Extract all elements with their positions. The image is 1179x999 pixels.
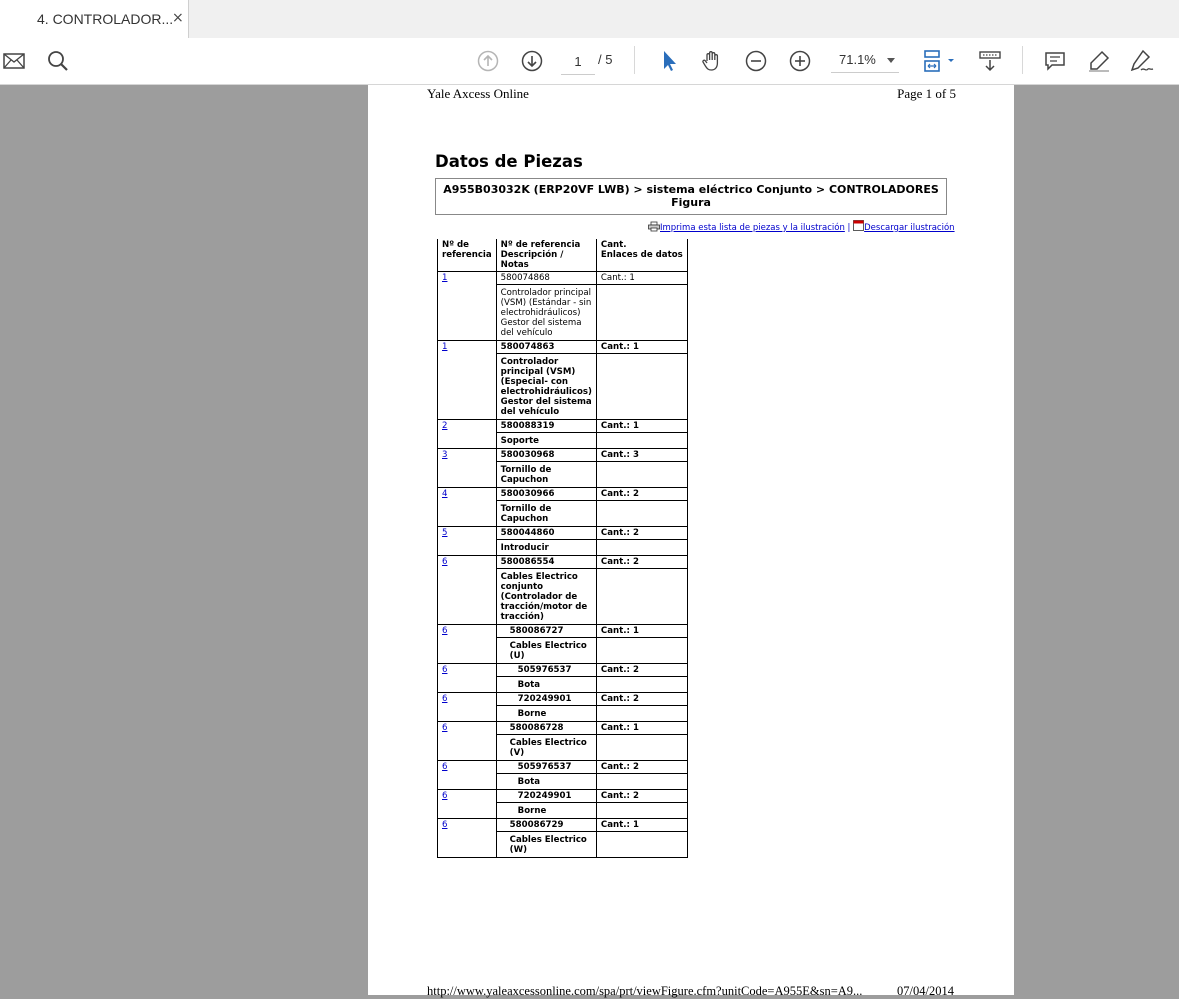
description-cell: Tornillo de Capuchon — [496, 462, 596, 488]
ref-link[interactable]: 2 — [442, 421, 448, 431]
ref-link[interactable]: 6 — [442, 723, 448, 733]
description-cell: Bota — [496, 677, 596, 693]
pdf-page — [368, 85, 1014, 998]
data-links-cell — [596, 501, 687, 527]
ref-cell — [438, 420, 497, 449]
data-links-cell — [596, 677, 687, 693]
data-links-cell — [596, 285, 687, 341]
data-links-cell — [596, 462, 687, 488]
data-links-cell — [596, 803, 687, 819]
previous-page-icon[interactable] — [476, 49, 500, 73]
part-number-cell: 580086728 — [496, 722, 596, 735]
parts-table-container — [437, 239, 683, 939]
col-header-qty: Cant. Enlaces de datos — [596, 239, 687, 272]
qty-cell: Cant.: 1 — [596, 819, 687, 832]
ref-link[interactable]: 6 — [442, 626, 448, 636]
table-row — [438, 488, 688, 501]
data-links-cell — [596, 706, 687, 722]
tab-title: 4. CONTROLADOR... — [37, 11, 174, 27]
part-number-cell: 580088319 — [496, 420, 596, 433]
toolbar-divider — [634, 46, 635, 74]
data-links-cell — [596, 569, 687, 625]
ref-link[interactable]: 6 — [442, 820, 448, 830]
table-row — [438, 556, 688, 569]
action-links — [648, 220, 955, 233]
link-separator: | — [847, 223, 851, 233]
fit-page-icon[interactable] — [922, 49, 958, 73]
qty-cell: Cant.: 2 — [596, 693, 687, 706]
part-number-cell: 720249901 — [496, 693, 596, 706]
part-number-cell: 580086729 — [496, 819, 596, 832]
table-row — [438, 722, 688, 735]
ref-link[interactable]: 1 — [442, 273, 448, 283]
ref-cell — [438, 272, 497, 341]
qty-cell: Cant.: 1 — [596, 625, 687, 638]
data-links-cell — [596, 540, 687, 556]
part-number-cell: 720249901 — [496, 790, 596, 803]
data-links-cell — [596, 774, 687, 790]
table-row — [438, 341, 688, 354]
page-total: / 5 — [598, 52, 613, 67]
data-links-cell — [596, 354, 687, 420]
part-number-cell: 580086554 — [496, 556, 596, 569]
ref-cell — [438, 790, 497, 819]
ref-cell — [438, 693, 497, 722]
qty-cell: Cant.: 1 — [596, 420, 687, 433]
zoom-value: 71.1% — [839, 52, 876, 67]
description-cell: Bota — [496, 774, 596, 790]
description-cell: Introducir — [496, 540, 596, 556]
ref-cell — [438, 556, 497, 625]
table-row — [438, 761, 688, 774]
breadcrumb-line-1: A955B03032K (ERP20VF LWB) > sistema eléctrico Conjunto > CONTROLADORES — [443, 183, 939, 196]
part-number-cell: 580044860 — [496, 527, 596, 540]
qty-cell: Cant.: 2 — [596, 664, 687, 677]
part-number-cell: 580086727 — [496, 625, 596, 638]
page-header-left: Yale Axcess Online — [427, 86, 529, 101]
page-footer-url: http://www.yaleaxcessonline.com/spa/prt/viewFigure.cfm?unitCode=A955E&sn=A9... — [427, 984, 863, 998]
qty-cell: Cant.: 1 — [596, 341, 687, 354]
ref-cell — [438, 819, 497, 858]
description-cell: Borne — [496, 803, 596, 819]
qty-cell: Cant.: 1 — [596, 722, 687, 735]
qty-cell: Cant.: 3 — [596, 449, 687, 462]
zoom-in-icon[interactable] — [788, 49, 812, 73]
ref-link[interactable]: 6 — [442, 791, 448, 801]
scroll-mode-icon[interactable] — [978, 49, 1002, 73]
highlight-icon[interactable] — [1087, 49, 1111, 73]
ref-link[interactable]: 6 — [442, 557, 448, 567]
print-parts-link[interactable]: Imprima esta lista de piezas y la ilustración — [660, 223, 845, 233]
page-number-input[interactable] — [561, 48, 595, 75]
part-number-cell: 580074868 — [496, 272, 596, 285]
table-row — [438, 819, 688, 832]
description-cell: Controlador principal (VSM) (Estándar - sin electrohidráulicos) Gestor del sistema del vehículo — [496, 285, 596, 341]
page-header-right: Page 1 of 5 — [897, 86, 956, 101]
ref-link[interactable]: 6 — [442, 762, 448, 772]
ref-cell — [438, 488, 497, 527]
ref-link[interactable]: 6 — [442, 694, 448, 704]
breadcrumb — [435, 178, 947, 215]
table-row — [438, 272, 688, 285]
parts-table-body — [438, 272, 688, 858]
description-cell: Cables Electrico (W) — [496, 832, 596, 858]
ref-link[interactable]: 6 — [442, 665, 448, 675]
search-icon[interactable] — [46, 49, 70, 73]
sign-icon[interactable] — [1130, 49, 1154, 73]
qty-cell: Cant.: 2 — [596, 488, 687, 501]
zoom-out-icon[interactable] — [744, 49, 768, 73]
toolbar-divider — [1022, 46, 1023, 74]
document-tab[interactable] — [0, 0, 189, 38]
table-row — [438, 449, 688, 462]
tab-bar — [0, 0, 1179, 39]
ref-link[interactable]: 3 — [442, 450, 448, 460]
breadcrumb-line-2: Figura — [671, 196, 711, 209]
qty-cell: Cant.: 1 — [596, 272, 687, 285]
printer-icon — [648, 222, 660, 231]
ref-cell — [438, 664, 497, 693]
ref-link[interactable]: 4 — [442, 489, 448, 499]
data-links-cell — [596, 735, 687, 761]
ref-cell — [438, 761, 497, 790]
table-row — [438, 790, 688, 803]
ref-link[interactable]: 5 — [442, 528, 448, 538]
description-cell: Cables Electrico (V) — [496, 735, 596, 761]
part-number-cell: 505976537 — [496, 761, 596, 774]
description-cell: Controlador principal (VSM) (Especial- con electrohidráulicos) Gestor del sistema del vehículo — [496, 354, 596, 420]
select-tool-icon[interactable] — [657, 49, 681, 73]
table-header-row — [438, 239, 688, 272]
ref-link[interactable]: 1 — [442, 342, 448, 352]
qty-cell: Cant.: 2 — [596, 556, 687, 569]
part-number-cell: 580030966 — [496, 488, 596, 501]
page-footer-date: 07/04/2014 — [897, 984, 954, 998]
part-number-cell: 580074863 — [496, 341, 596, 354]
table-row — [438, 420, 688, 433]
close-tab-icon[interactable]: × — [172, 10, 184, 26]
data-links-cell — [596, 433, 687, 449]
qty-cell: Cant.: 2 — [596, 527, 687, 540]
description-cell: Borne — [496, 706, 596, 722]
col-header-ref: Nº de referencia — [438, 239, 497, 272]
table-row — [438, 693, 688, 706]
toolbar — [0, 38, 1179, 85]
part-number-cell: 580030968 — [496, 449, 596, 462]
comment-icon[interactable] — [1043, 49, 1067, 73]
download-illustration-link[interactable]: Descargar ilustración — [864, 223, 955, 233]
table-row — [438, 625, 688, 638]
email-icon[interactable] — [2, 49, 26, 73]
description-cell: Cables Electrico conjunto (Controlador de tracción/motor de tracción) — [496, 569, 596, 625]
description-cell: Soporte — [496, 433, 596, 449]
parts-table — [437, 239, 688, 858]
qty-cell: Cant.: 2 — [596, 761, 687, 774]
description-cell: Cables Electrico (U) — [496, 638, 596, 664]
part-number-cell: 505976537 — [496, 664, 596, 677]
page-title: Datos de Piezas — [435, 152, 583, 171]
chevron-down-icon — [887, 58, 895, 63]
description-cell: Tornillo de Capuchon — [496, 501, 596, 527]
data-links-cell — [596, 832, 687, 858]
ref-cell — [438, 722, 497, 761]
next-page-icon[interactable] — [520, 49, 544, 73]
table-row — [438, 527, 688, 540]
ref-cell — [438, 341, 497, 420]
hand-tool-icon[interactable] — [700, 49, 724, 73]
table-row — [438, 664, 688, 677]
ref-cell — [438, 449, 497, 488]
data-links-cell — [596, 638, 687, 664]
ref-cell — [438, 527, 497, 556]
qty-cell: Cant.: 2 — [596, 790, 687, 803]
pdf-icon — [853, 220, 864, 231]
ref-cell — [438, 625, 497, 664]
zoom-dropdown[interactable] — [831, 48, 899, 73]
col-header-part: Nº de referencia Descripción / Notas — [496, 239, 596, 272]
